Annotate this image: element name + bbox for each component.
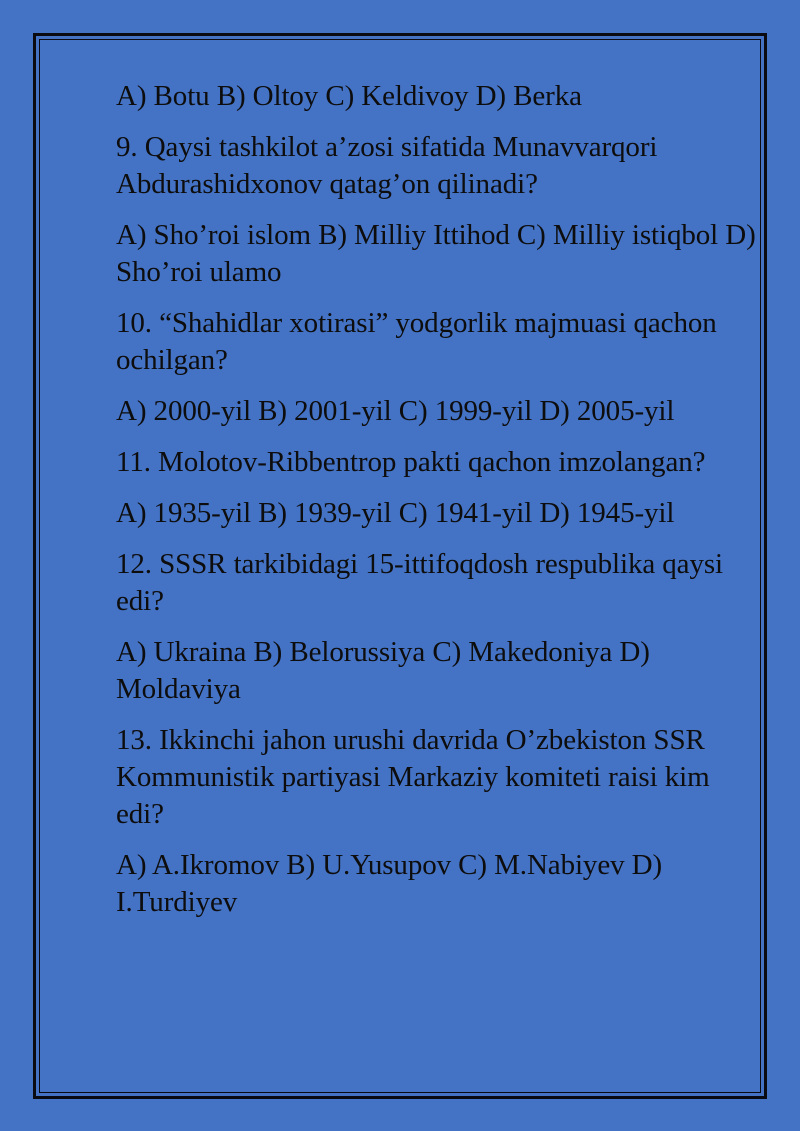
answer-options-9: A) Sho’roi islom B) Milliy Ittihod C) Milliy istiqbol D) Sho’roi ulamo: [116, 219, 756, 288]
question-10: 10. “Shahidlar xotirasi” yodgorlik majmuasi qachon ochilgan?: [116, 307, 717, 376]
quiz-content: [116, 78, 756, 935]
question-11: 11. Molotov-Ribbentrop pakti qachon imzolangan?: [116, 446, 706, 478]
question-12: 12. SSSR tarkibidagi 15-ittifoqdosh respublika qaysi edi?: [116, 548, 724, 617]
answer-options-8: A) Botu B) Oltoy C) Keldivoy D) Berka: [116, 80, 582, 112]
answer-options-11: A) 1935-yil B) 1939-yil C) 1941-yil D) 1945-yil: [116, 497, 675, 529]
question-9: 9. Qaysi tashkilot a’zosi sifatida Munavvarqori Abdurashidxonov qatag’on qilinadi?: [116, 131, 658, 200]
answer-options-12: A) Ukraina B) Belorussiya C) Makedoniya D) Moldaviya: [116, 636, 650, 705]
question-13: 13. Ikkinchi jahon urushi davrida O’zbekiston SSR Kommunistik partiyasi Markaziy komiteti raisi kim edi?: [116, 724, 710, 830]
answer-options-10: A) 2000-yil B) 2001-yil C) 1999-yil D) 2005-yil: [116, 395, 675, 427]
answer-options-13: A) A.Ikromov B) U.Yusupov C) M.Nabiyev D) I.Turdiyev: [116, 849, 663, 918]
